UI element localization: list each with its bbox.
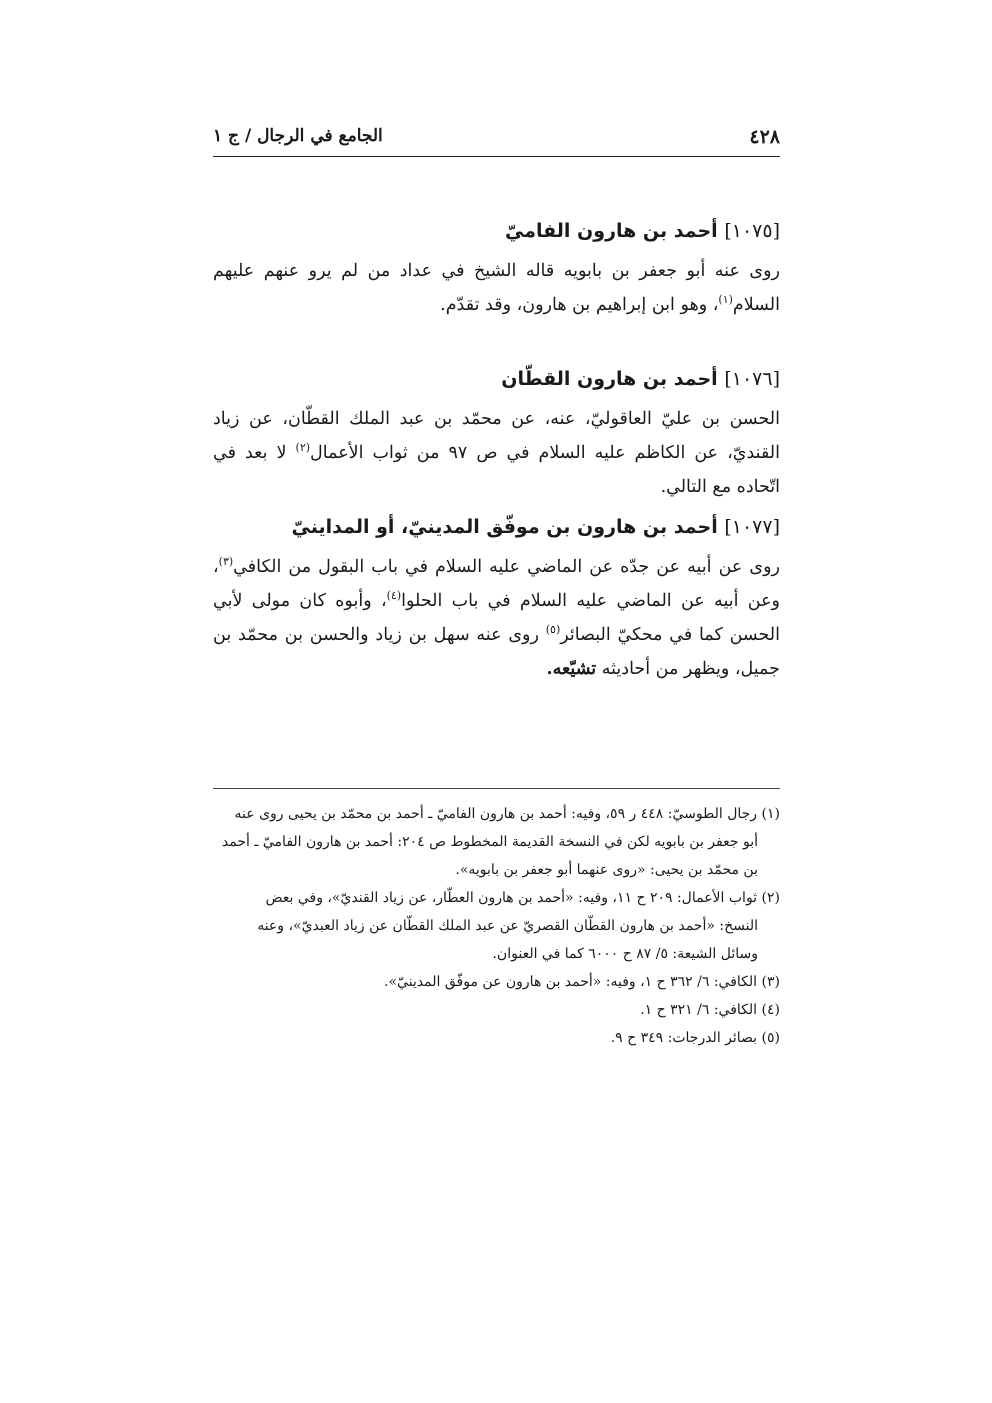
footnote-text: الكافي: ٦/ ٣٦٢ ح ١، وفيه: «أحمد بن هارون عن موفّق المدينيّ». bbox=[384, 974, 758, 990]
entry-number: [١٠٧٦] bbox=[724, 368, 780, 390]
entry-1075 bbox=[213, 216, 780, 322]
page-header bbox=[213, 122, 780, 157]
footnote-1 bbox=[213, 800, 780, 884]
entry-1076 bbox=[213, 364, 780, 504]
entry-text: ، وهو ابن إبراهيم بن هارون، وقد تقدّم. bbox=[440, 295, 719, 315]
entry-title: أحمد بن هارون القطّان bbox=[501, 368, 718, 390]
entry-text: روى عنه سهل بن زياد والحسن بن محمّد بن جميل، ويظهر من أحاديثه bbox=[213, 625, 780, 679]
entry-title: أحمد بن هارون الفاميّ bbox=[504, 220, 718, 242]
footnote-ref[interactable]: (١) bbox=[718, 293, 733, 307]
footnote-text: ثواب الأعمال: ٢٠٩ ح ١١، وفيه: «أحمد بن هارون العطّار، عن زياد القنديّ»، وفي بعض bbox=[265, 890, 758, 906]
entry-1077 bbox=[213, 512, 780, 686]
footnote-text: رجال الطوسيّ: ٤٤٨ ر ٥٩، وفيه: أحمد بن هارون الفاميّ ـ أحمد بن محمّد بن يحيى روى عنه bbox=[234, 806, 758, 822]
footnote-ref[interactable]: (٥) bbox=[545, 623, 561, 637]
footnote-5 bbox=[213, 1024, 780, 1052]
entry-body bbox=[213, 402, 780, 504]
footnote-marker: (٣) bbox=[761, 974, 780, 990]
footnote-ref[interactable]: (٤) bbox=[386, 589, 402, 603]
entry-heading bbox=[213, 512, 780, 542]
footnote-text: أبو جعفر بن بابويه لكن في النسخة القديمة المخطوط ص ٢٠٤: أحمد بن هارون الفاميّ ـ أحمد bbox=[221, 834, 758, 850]
footnote-marker: (١) bbox=[761, 806, 780, 822]
entry-text: روى عنه أبو جعفر بن بابويه قاله الشيخ في عداد من لم يرو عنهم عليهم السلام bbox=[213, 261, 780, 315]
footnote-2 bbox=[213, 884, 780, 968]
footnote-separator bbox=[213, 788, 780, 789]
book-page bbox=[213, 0, 780, 1403]
running-title: الجامع في الرجال / ج ١ bbox=[213, 126, 383, 146]
entry-title: أحمد بن هارون بن موفّق المدينيّ، أو المداينيّ bbox=[291, 516, 718, 538]
footnote-ref[interactable]: (٢) bbox=[295, 441, 311, 455]
footnote-text: الكافي: ٦/ ٣٢١ ح ١. bbox=[640, 1002, 758, 1018]
entry-heading bbox=[213, 216, 780, 246]
entry-text: روى عن أبيه عن جدّه عن الماضي عليه السلام في باب البقول من الكافي bbox=[233, 557, 780, 577]
entry-number: [١٠٧٧] bbox=[724, 516, 780, 538]
entry-text: لا بعد في اتّحاده مع التالي. bbox=[213, 443, 780, 497]
entry-heading bbox=[213, 364, 780, 394]
footnote-text: وسائل الشيعة: ٥/ ٨٧ ح ٦٠٠٠ كما في العنوان. bbox=[492, 946, 758, 962]
footnote-marker: (٥) bbox=[761, 1030, 780, 1046]
entry-body bbox=[213, 550, 780, 686]
footnote-text: النسخ: «أحمد بن هارون القطّان القصريّ عن عبد الملك القطّان عن زياد العبديّ»، وعنه bbox=[257, 918, 758, 934]
footnote-3 bbox=[213, 968, 780, 996]
footnote-text: بن محمّد بن يحيى: «روى عنهما أبو جعفر بن بابويه». bbox=[455, 862, 758, 878]
footnote-ref[interactable]: (٣) bbox=[218, 555, 234, 569]
footnote-text: بصائر الدرجات: ٣٤٩ ح ٩. bbox=[610, 1030, 758, 1046]
page-number: ٤٢٨ bbox=[749, 126, 780, 148]
footnote-4 bbox=[213, 996, 780, 1024]
entry-text: الحسن بن عليّ العاقوليّ، عنه، عن محمّد بن عبد الملك القطّان، عن زياد القنديّ، عن الكاظم عليه السلام في ص ٩٧ من ثواب الأعمال bbox=[213, 409, 780, 463]
footnote-marker: (٢) bbox=[761, 890, 780, 906]
entry-body bbox=[213, 254, 780, 322]
footnote-marker: (٤) bbox=[761, 1002, 780, 1018]
entry-text-bold: تشيّعه. bbox=[546, 659, 597, 679]
entry-text: ، وعن أبيه عن الماضي عليه السلام في باب الحلوا bbox=[213, 557, 780, 611]
footnotes bbox=[213, 800, 780, 1052]
entry-text: ، وأبوه كان مولى لأبي الحسن كما في محكيّ البصائر bbox=[213, 591, 780, 645]
entry-number: [١٠٧٥] bbox=[724, 220, 780, 242]
